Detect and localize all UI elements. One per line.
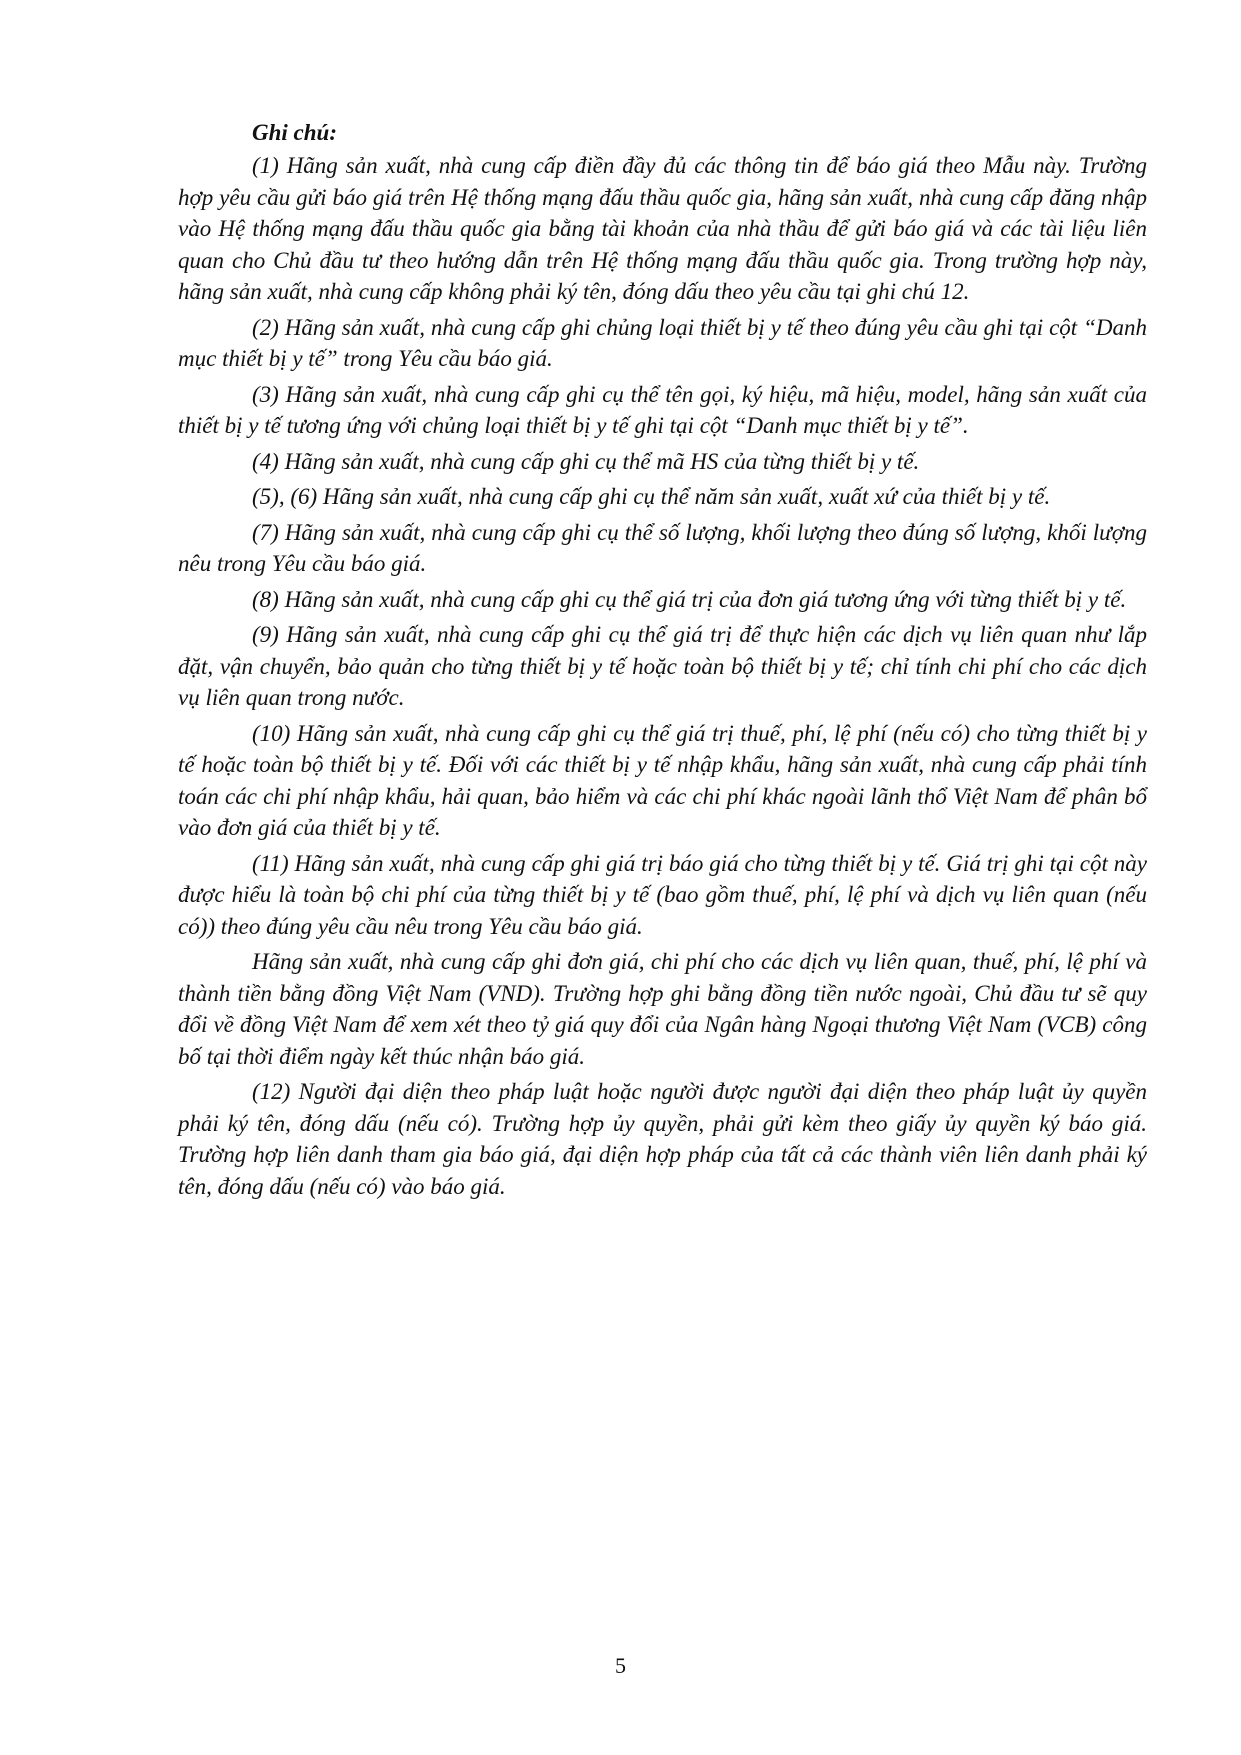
note-8: (8) Hãng sản xuất, nhà cung cấp ghi cụ thể giá trị của đơn giá tương ứng với từng thiết bị y tế. [252,586,1127,612]
note-10: (10) Hãng sản xuất, nhà cung cấp ghi cụ thể giá trị thuế, phí, lệ phí (nếu có) cho từng thiết bị y tế hoặc toàn bộ thiết bị y tế. Đối với các thiết bị y tế nhập khẩu, hãng sản xuất, nhà cung cấp phải tính toán các chi phí nhập khẩu, hải quan, bảo hiểm và các chi phí khác ngoài lãnh thổ Việt Nam để phân bổ vào đơn giá của thiết bị y tế. [178,720,1147,840]
note-9: (9) Hãng sản xuất, nhà cung cấp ghi cụ thể giá trị để thực hiện các dịch vụ liên quan như lắp đặt, vận chuyển, bảo quản cho từng thiết bị y tế hoặc toàn bộ thiết bị y tế; chỉ tính chi phí cho các dịch vụ liên quan trong nước. [178,622,1147,710]
notes-title: Ghi chú: [252,120,337,145]
note-4: (4) Hãng sản xuất, nhà cung cấp ghi cụ thể mã HS của từng thiết bị y tế. [252,448,920,474]
note-5-6: (5), (6) Hãng sản xuất, nhà cung cấp ghi cụ thể năm sản xuất, xuất xứ của thiết bị y tế. [252,484,1051,509]
note-3: (3) Hãng sản xuất, nhà cung cấp ghi cụ thể tên gọi, ký hiệu, mã hiệu, model, hãng sản xuất của thiết bị y tế tương ứng với chủng loại thiết bị y tế ghi tại cột “Danh mục thiết bị y tế”. [178,381,1147,438]
note-12: (12) Người đại diện theo pháp luật hoặc người được người đại diện theo pháp luật ủy quyền phải ký tên, đóng dấu (nếu có). Trường hợp ủy quyền, phải gửi kèm theo giấy ủy quyền ký báo giá. Trường hợp liên danh tham gia báo giá, đại diện hợp pháp của tất cả các thành viên liên danh phải ký tên, đóng dấu (nếu có) vào báo giá. [178,1079,1147,1199]
note-2: (2) Hãng sản xuất, nhà cung cấp ghi chủng loại thiết bị y tế theo đúng yêu cầu ghi tại cột “Danh mục thiết bị y tế” trong Yêu cầu báo giá. [178,314,1147,371]
note-1: (1) Hãng sản xuất, nhà cung cấp điền đầy đủ các thông tin để báo giá theo Mẫu này. Trường hợp yêu cầu gửi báo giá trên Hệ thống mạng đấu thầu quốc gia, hãng sản xuất, nhà cung cấp đăng nhập vào Hệ thống mạng đấu thầu quốc gia bằng tài khoản của nhà thầu để gửi báo giá và các tài liệu liên quan cho Chủ đầu tư theo hướng dẫn trên Hệ thống mạng đấu thầu quốc gia. Trong trường hợp này, hãng sản xuất, nhà cung cấp không phải ký tên, đóng dấu theo yêu cầu tại ghi chú 12. [178,153,1147,304]
note-7: (7) Hãng sản xuất, nhà cung cấp ghi cụ thể số lượng, khối lượng theo đúng số lượng, khối lượng nêu trong Yêu cầu báo giá. [178,519,1147,576]
note-currency: Hãng sản xuất, nhà cung cấp ghi đơn giá, chi phí cho các dịch vụ liên quan, thuế, phí, lệ phí và thành tiền bằng đồng Việt Nam (VND). Trường hợp ghi bằng đồng tiền nước ngoài, Chủ đầu tư sẽ quy đổi về đồng Việt Nam để xem xét theo tỷ giá quy đổi của Ngân hàng Ngoại thương Việt Nam (VCB) công bố tại thời điểm ngày kết thúc nhận báo giá. [178,949,1147,1069]
note-11: (11) Hãng sản xuất, nhà cung cấp ghi giá trị báo giá cho từng thiết bị y tế. Giá trị ghi tại cột này được hiểu là toàn bộ chi phí của từng thiết bị y tế (bao gồm thuế, phí, lệ phí và dịch vụ liên quan (nếu có)) theo đúng yêu cầu nêu trong Yêu cầu báo giá. [178,850,1147,939]
notes-section [178,117,1147,1206]
page-number: 5 [615,1653,626,1678]
